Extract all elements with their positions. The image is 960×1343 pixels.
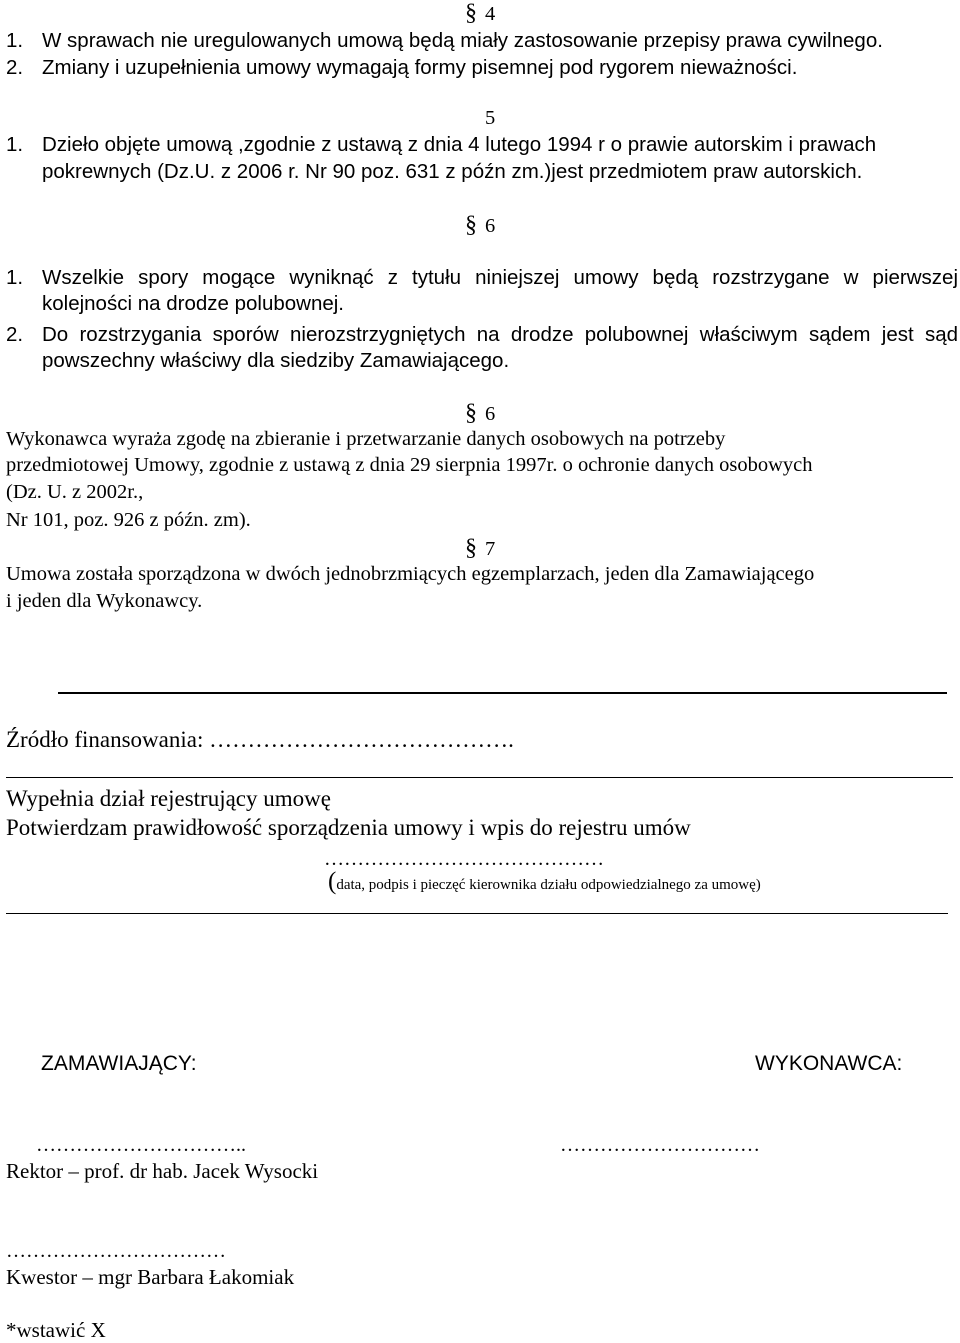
financing-source: [6, 727, 514, 753]
section-symbol: §: [465, 212, 477, 238]
section-6a-item-2: 2. Do rozstrzygania sporów nierozstrzygniętych na drodze polubownej właściwym sądem jest sąd powszechny właściwy dla siedziby Zamawiającego.: [6, 323, 958, 372]
section-6b-heading: [465, 400, 495, 427]
footnote: *wstawić X: [6, 1318, 106, 1342]
registry-confirmation: Potwierdzam prawidłowość sporządzenia umowy i wpis do rejestru umów: [6, 815, 691, 840]
bursar-signature-dots: ……………………………: [6, 1240, 226, 1262]
data-consent-line-3: (Dz. U. z 2002r.,: [6, 481, 144, 503]
registry-note: Wypełnia dział rejestrujący umowę: [6, 786, 331, 811]
data-consent-line-2: przedmiotowej Umowy, zgodnie z ustawą z dnia 29 sierpnia 1997r. o ochronie danych osobowych: [6, 454, 813, 476]
section-number: 6: [485, 215, 496, 237]
copies-line-2: i jeden dla Wykonawcy.: [6, 590, 203, 612]
section-symbol: §: [465, 0, 477, 26]
client-signature-dots: …………………………..: [36, 1134, 246, 1156]
section-4-heading: [465, 0, 495, 27]
financing-dots: ………………………………….: [209, 727, 514, 752]
section-4-item-2: 2. Zmiany i uzupełnienia umowy wymagają formy pisemnej pod rygorem nieważności.: [6, 56, 798, 79]
section-number: 5: [485, 107, 496, 129]
data-consent-line-1: Wykonawca wyraża zgodę na zbieranie i przetwarzanie danych osobowych na potrzeby: [6, 428, 726, 450]
contractor-label: WYKONAWCA:: [755, 1052, 903, 1075]
divider-line: [6, 913, 948, 914]
data-consent-line-4: Nr 101, poz. 926 z późn. zm).: [6, 509, 251, 531]
bursar-name: Kwestor – mgr Barbara Łakomiak: [6, 1265, 295, 1289]
divider-line: [6, 777, 953, 778]
registry-signature-dots: ……………………………………: [324, 848, 604, 870]
contractor-signature-dots: …………………………: [560, 1134, 760, 1156]
section-symbol: §: [465, 535, 477, 561]
divider-line: [58, 692, 947, 694]
registry-signature-caption: (data, podpis i pieczęć kierownika działu odpowiedzialnego za umowę): [328, 868, 761, 895]
copies-line-1: Umowa została sporządzona w dwóch jednobrzmiących egzemplarzach, jeden dla Zamawiającego: [6, 563, 815, 585]
financing-label: Źródło finansowania:: [6, 727, 204, 752]
section-5-item-1-cont: pokrewnych (Dz.U. z 2006 r. Nr 90 poz. 631 z późn zm.)jest przedmiotem praw autorskich.: [42, 160, 863, 183]
section-7-heading: [465, 535, 495, 562]
section-symbol: §: [465, 400, 477, 426]
section-number: 6: [485, 403, 496, 425]
section-5-item-1: 1. Dzieło objęte umową ,zgodnie z ustawą z dnia 4 lutego 1994 r o prawie autorskim i prawach: [6, 133, 877, 156]
section-4-item-1: 1. W sprawach nie uregulowanych umową będą miały zastosowanie przepisy prawa cywilnego.: [6, 29, 883, 52]
section-6a-item-1: 1. Wszelkie spory mogące wyniknąć z tytułu niniejszej umowy będą rozstrzygane w pierwszej kolejności na drodze polubownej.: [6, 266, 958, 315]
rector-name: Rektor – prof. dr hab. Jacek Wysocki: [6, 1159, 319, 1183]
section-6a-heading: [465, 212, 495, 239]
section-number: 7: [485, 538, 496, 560]
client-label: ZAMAWIAJĄCY:: [41, 1052, 197, 1075]
section-5-heading: [465, 104, 495, 131]
section-number: 4: [485, 3, 496, 25]
